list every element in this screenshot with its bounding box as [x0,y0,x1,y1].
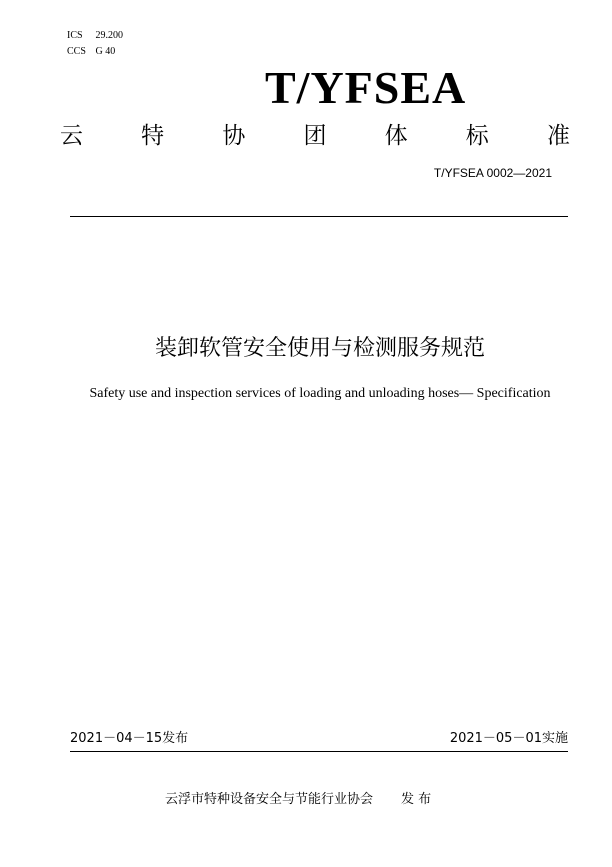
standard-type-char: 特 [141,122,165,149]
publisher-action: 发 布 [401,792,432,807]
standard-type-char: 体 [384,122,408,149]
publisher-line [165,792,431,808]
implementation-date: 2021－05－01实施 [449,731,568,746]
standard-type [60,118,570,148]
ccs-code: G 40 [95,46,116,57]
ics-code: 29.200 [95,30,123,41]
standard-logo: T/YFSEA [265,62,467,113]
footer-divider [70,751,568,752]
header-divider [70,216,568,217]
standard-type-char: 云 [60,122,83,149]
ics-label: ICS [67,30,83,41]
document-title-chinese: 装卸软管安全使用与检测服务规范 [154,336,485,361]
document-title-english: Safety use and inspection services of loading and unloading hoses— Specification [89,386,551,401]
standard-type-char: 协 [222,122,246,149]
ics-classification [67,30,123,42]
standard-type-char: 标 [465,122,489,149]
standard-number: T/YFSEA 0002—2021 [433,166,552,180]
ccs-classification [67,46,115,58]
issue-date: 2021－04－15发布 [70,731,189,746]
standard-type-char: 准 [546,122,570,149]
ccs-label: CCS [67,46,86,57]
publisher-name: 云浮市特种设备安全与节能行业协会 [165,792,374,807]
standard-type-char: 团 [303,122,327,149]
